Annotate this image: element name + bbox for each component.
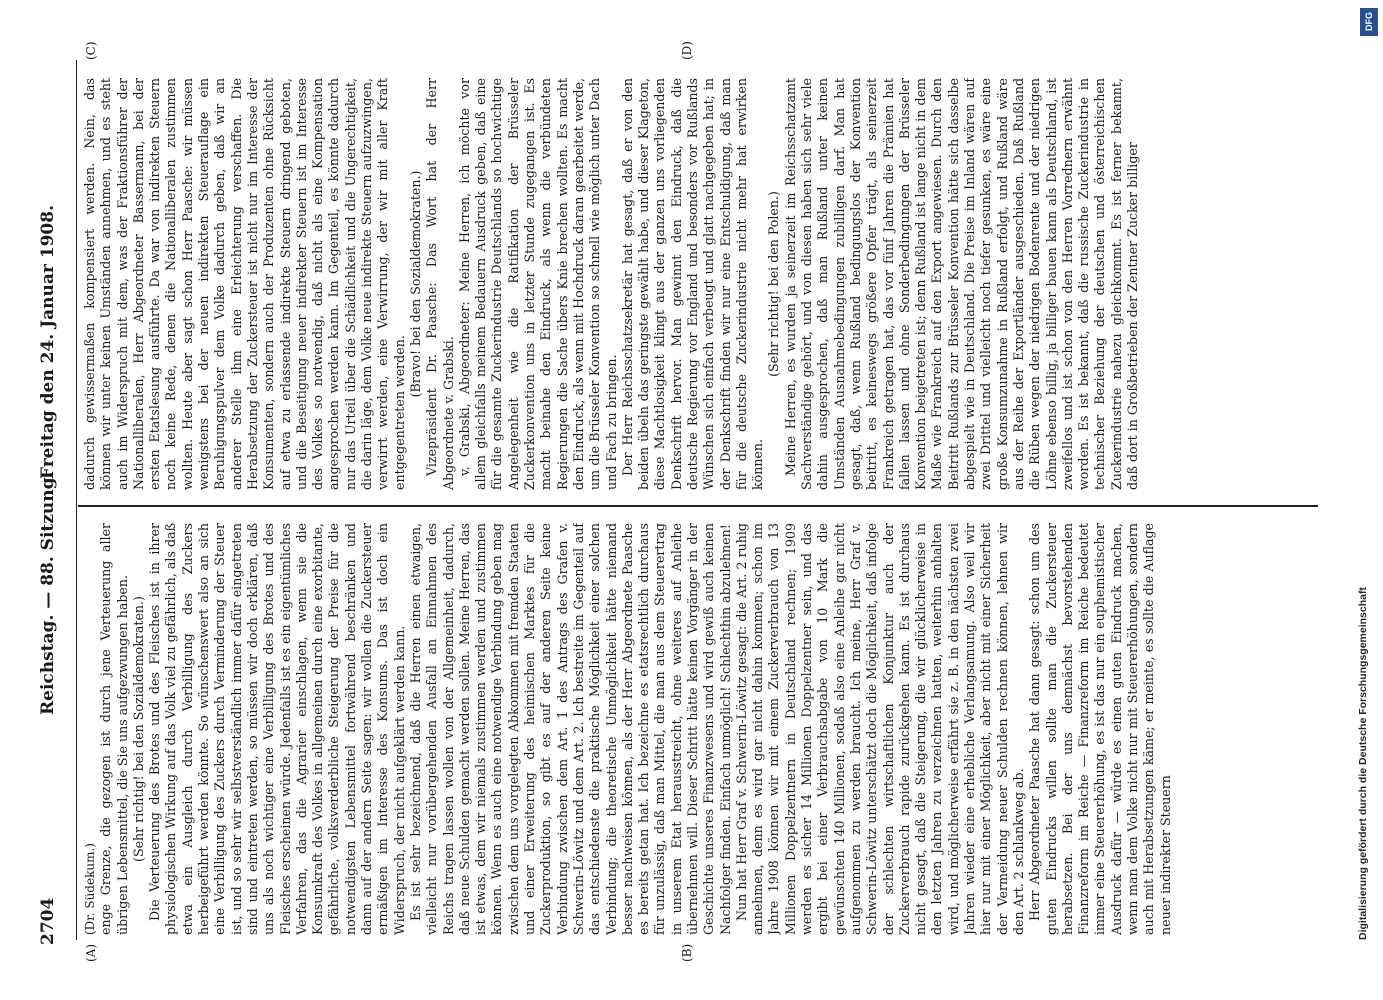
paragraph: v. Grabski, Abgeordneter: Meine Herren, ich möchte vor allem gleichfalls meinem Bedauern Ausdruck geben, daß eine für die gesamte Zuckerindustrie Deutschlands so hochwichtige Angelegenheit wie die Ratifikation der Brüsseler Zuckerkonvention uns in letzter Stunde zugegangen ist. Es macht beinahe den Eindruck, als wenn die verbündeten Regierungen die Sache übers Knie brechen wollten. Es macht den Eindruck, als wenn mit Hochdruck daran gearbeitet werde, um die Brüsseler Konvention so schnell wie möglich unter Dach und Fach zu bringen. xyxy=(456,78,619,490)
right-column xyxy=(82,78,1307,490)
paragraph: Nun hat Herr Graf v. Schwerin-Löwitz gesagt: die Art. 2 ruhig annehmen, denn es wird gar nicht dahin kommen; schon im Jahre 1908 können wir mit einem Zuckerverbrauch von 13 Millionen Doppelzentnern in Deutschland rechnen; 1909 werden es sicher 14 Millionen Doppelzentner sein, und das ergibt bei einer Verbrauchsabgabe von 10 Mark die gewünschten 140 Millionen, sodaß also eine Anleihe gar nicht aufgenommen zu werden braucht. Ich meine, Herr Graf v. Schwerin-Löwitz unterschätzt doch die Möglichkeit, daß infolge der schlechten wirtschaftlichen Konjunktur auch der Zuckerverbrauch rapide zurückgehen kann. Es ist durchaus nicht gesagt, daß die Steigerung, die wir glücklicherweise in den letzten Jahren zu verzeichnen hatten, weiterhin anhalten wird, und möglicherweise erfährt sie z. B. in den nächsten zwei Jahren wieder eine erhebliche Verlangsamung. Also weil wir hier nur mit einer Möglichkeit, aber nicht mit einer Sicherheit der Vermeidung neuer Schulden rechnen können, lehnen wir den Art. 2 schlankweg ab. xyxy=(733,523,1026,935)
left-column xyxy=(82,523,1307,935)
page-number: 2704 xyxy=(38,897,58,945)
session-title: Reichstag. — 88. Sitzung. xyxy=(38,471,58,715)
paragraph: dadurch gewissermaßen kompensiert werden. Nein, das können wir unter keinen Umständen annehmen, und es steht auch im Widerspruch mit dem, was der Fraktionsführer der Nationalliberalen, Herr Abgeordneter Bassermann, bei der ersten Etatslesung ausführte. Da war von indirekten Steuern noch keine Rede, denen die Nationalliberalen zustimmen wollten. Heute aber sagt schon Herr Paasche: wir müssen wenigstens bei der neuen indirekten Steuerauflage ein Beruhigungspulver dem Volke dadurch geben, daß wir an anderer Stelle ihm eine Erleichterung verschaffen. Die Herabsetzung der Zuckersteuer ist nicht nur im Interesse der Konsumenten, sondern auch der Produzenten ohne Rücksicht auf etwa zu erlassende indirekte Steuern dringend geboten, und die Beseitigung neuer indirekter Steuern ist im Interesse des Volkes so notwendig, daß nicht als eine Kompensation angesprochen werden kann. Im Gegenteil, es könnte dadurch nur das Urteil über die Schädlichkeit und die Ungerechtigkeit, die darin läge, dem Volke neue indirekte Steuern aufzuzwingen, verwirrt werden, eine Verwirrung, der wir mit aller Kraft entgegentreten werden. xyxy=(82,78,407,490)
funding-credit-text: Digitalisierung gefördert durch die Deutsche Forschungsgemeinschaft xyxy=(1357,587,1369,940)
session-date: Freitag den 24. Januar 1908. xyxy=(38,205,58,480)
interjection: (Sehr richtig! bei den Polen.) xyxy=(766,191,782,377)
paragraph: Herr Abgeordneter Paasche hat dann gesagt: schon um des guten Eindrucks willen sollte man die Zuckersteuer herabsetzen. Bei der uns demnächst bevorstehenden Finanzreform im Reiche — Finanzreform im Reiche bedeutet immer eine Steuererhöhung, es ist das nur ein euphemistischer Ausdruck dafür — würde es einen guten Eindruck machen, wenn man dem Volke nicht nur mit Steuererhöhungen, sondern auch mit Herabsetzungen käme; er meinte, es sollte die Auflage neuer indirekter Steuern xyxy=(1027,523,1173,935)
speaker-introduction: Vizepräsident Dr. Paasche: Das Wort hat der Herr Abgeordnete v. Grabski. xyxy=(424,78,456,490)
margin-marker-a: (A) xyxy=(84,943,98,962)
paragraph: Die Verteuerung des Brotes und des Fleisches ist in ihrer physiologischen Wirkung auf das Volk viel zu gefährlich, als daß etwa ein Ausgleich durch Verbilligung des Zuckers herbeigeführt werden könnte. So wünschenswert also an sich eine Verbilligung des Zuckers durch Verminderung der Steuer ist, und so sehr wir selbstverständlich immer dafür eingetreten sind und eintreten werden, so müssen wir doch erklären, daß uns als noch wichtiger eine Verbilligung des Brotes und des Fleisches erscheinen würde. Jedenfalls ist es ein eigentümliches Verfahren, das die Agrarier einschlagen, wenn sie die Konsumkraft des Volkes in allgemeinen durch eine exorbitante, gefährliche, volksverderbliche Steigerung der Preise für die notwendigsten Lebensmittel fortwährend beschränken und dann auf der andern Seite sagen: wir wollen die Zuckersteuer ermäßigen im Interesse des Konsums. Das ist doch ein Widerspruch, der nicht aufgeklärt werden kann. xyxy=(147,523,407,935)
interjection: (Sehr richtig! bei den Sozialdemokraten.) xyxy=(130,596,146,862)
margin-marker-b: (B) xyxy=(680,943,694,962)
header-rule xyxy=(76,60,77,940)
page-header xyxy=(30,55,70,945)
paragraph: Meine Herren, es wurden ja seinerzeit im Reichsschatzamt Sachverständige gehört, und von diesen haben sich sehr viele dahin ausgesprochen, daß man Rußland unter keinen Umständen Ausnahmebedingungen zubilligen darf. Man hat gesagt, daß, wenn Rußland bedingungslos der Konvention beitritt, es keineswegs größere Opfer trägt, als seinerzeit Frankreich getragen hat, das vor fünf Jahren die Prämien hat fallen lassen und ohne Sonderbedingungen der Brüsseler Konvention beigetreten ist; denn Rußland ist lange nicht in dem Maße wie Frankreich auf den Export angewiesen. Durch den Beitritt Rußlands zur Brüsseler Konvention hätte sich dasselbe abgespielt wie in Deutschland. Die Preise im Inland wären auf zwei Drittel und vielleicht noch tiefer gesunken, es wäre eine große Konsumzunahme in Rußland erfolgt, und Rußland wäre aus der Reihe der Exportländer ausgeschieden. Daß Rußland die Rüben wegen der niedrigen Bodenrente und der niedrigen Löhne ebenso billig, ja billiger bauen kann als Deutschland, ist zweifellos und ist schon von den Herren Vorrednern erwähnt worden. Es ist bekannt, daß die russische Zuckerindustrie in technischer Beziehung der deutschen und österreichischen Zuckerindustrie nahezu gleichkommt. Es ist ferner bekannt, daß dort in Großbetrieben der Zentner Zucker billiger xyxy=(782,78,1140,490)
paragraph: enge Grenze, die gezogen ist durch jene Verteuerung aller übrigen Lebensmittel, die Sie uns aufgezwungen haben. xyxy=(98,523,130,935)
funding-credit xyxy=(1357,40,1377,940)
paragraph: Der Herr Reichsschatzsekretär hat gesagt, daß er von den beiden übeln das geringste gewählt habe, und dieser Klageton, diese Machtlosigkeit klingt aus der ganzen uns vorliegenden Denkschrift hervor. Man gewinnt den Eindruck, daß die deutsche Regierung vor England und besonders vor Rußlands Wünschen sich einfach verbeugt und glatt nachgegeben hat; in der Denkschrift finden wir nur eine Entschuldigung, daß man für die deutsche Zuckerindustrie nicht mehr hat erwirken können. xyxy=(619,78,766,490)
margin-marker-c: (C) xyxy=(84,41,98,60)
paragraph: Es ist sehr bezeichnend, daß die Herren einen etwaigen, vielleicht nur vorübergehenden Ausfall an Einnahmen des Reichs tragen lassen wollen von der Allgemeinheit, dadurch, daß neue Schulden gemacht werden sollen. Meine Herren, das ist etwas, dem wir niemals zustimmen werden und zustimmen können. Wenn es auch eine notwendige Verbindung geben mag zwischen dem uns vorgelegten Abkommen mit fremden Staaten und einer Erweiterung des heimischen Marktes für die Zuckerproduktion, so gibt es auf der anderen Seite keine Verbindung zwischen dem Art. 1 des Antrags des Grafen v. Schwerin-Löwitz und dem Art. 2. Ich bestreite im Gegenteil auf das entschiedenste die praktische Möglichkeit einer solchen Verbindung; die theoretische Unmöglichkeit hätte niemand besser nachweisen können, als der Herr Abgeordnete Paasche es bereits getan hat. Ich bezeichne es etatsrechtlich durchaus für unzulässig, daß man Mittel, die man aus dem Steuerertrag in unserem Etat herausstreicht, ohne weiteres auf Anleihe übernehmen will. Dieser Schritt hätte keinen Vorgänger in der Geschichte unseres Finanzwesens und wird gewiß auch keinen Nachfolger finden. Einfach unmöglich! Schlechthin abzulehnen! xyxy=(407,523,733,935)
running-head: (Dr. Südekum.) xyxy=(83,843,97,935)
column-divider xyxy=(78,505,1318,507)
margin-marker-d: (D) xyxy=(680,41,694,60)
interjection: (Bravo! bei den Sozialdemokraten.) xyxy=(407,170,423,398)
dfg-logo: DFG xyxy=(1360,8,1378,36)
